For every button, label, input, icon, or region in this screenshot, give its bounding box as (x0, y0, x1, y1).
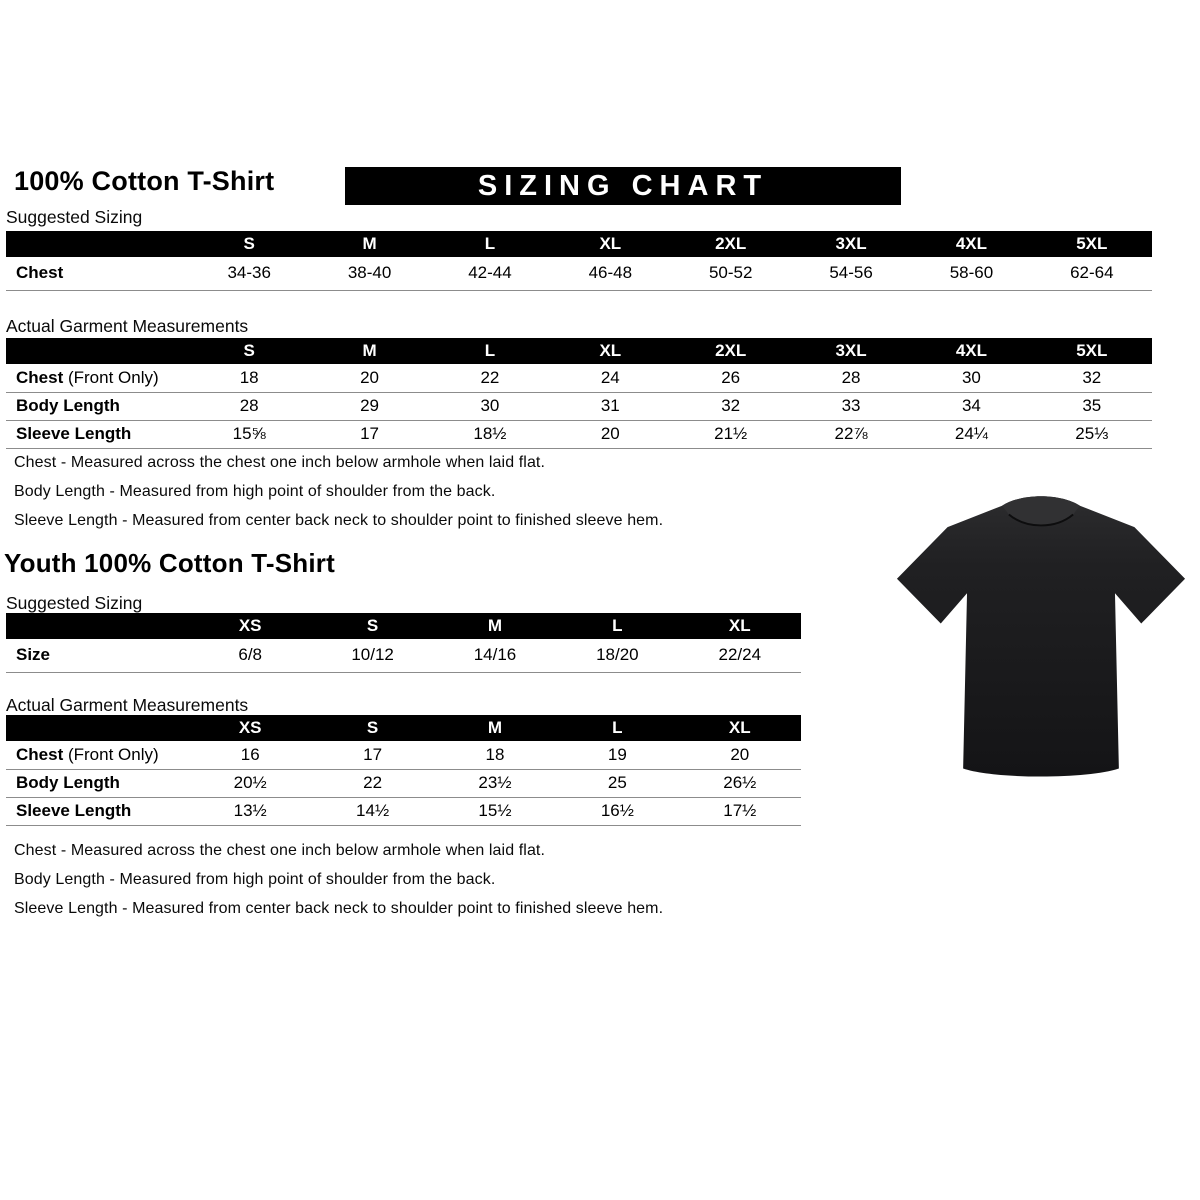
size-column-header: 4XL (911, 231, 1031, 257)
adult-note-sleeve-length: Sleeve Length - Measured from center back neck to shoulder point to finished sleeve hem. (14, 512, 664, 529)
data-cell: 26 (721, 367, 741, 387)
header-row (6, 613, 801, 639)
data-cell: 50-52 (708, 263, 753, 283)
data-cell: 38-40 (347, 263, 392, 283)
size-column-header: 5XL (1032, 231, 1152, 257)
row-label-sub: (Front Only) (63, 744, 159, 764)
data-cell: 18 (485, 744, 505, 764)
data-cell: 28 (239, 396, 259, 415)
row-label: Chest (16, 263, 64, 283)
adult-suggested-sizing-table (6, 231, 1152, 291)
data-cell: 20 (360, 367, 380, 387)
size-column-header: M (309, 338, 429, 364)
size-column-header: 2XL (671, 338, 791, 364)
row-label: Chest (Front Only) (16, 744, 159, 764)
data-cell: 18½ (473, 424, 507, 443)
size-column-header: 3XL (791, 338, 911, 364)
size-column-header: XL (679, 715, 801, 741)
row-label: Size (16, 645, 51, 665)
data-cell: 28 (841, 367, 861, 387)
youth-note-chest: Chest - Measured across the chest one inch below armhole when laid flat. (14, 842, 546, 859)
table-row (6, 639, 801, 672)
size-column-header: S (189, 231, 309, 257)
youth-actual-measurements-label: Actual Garment Measurements (6, 695, 249, 715)
data-cell: 20 (730, 744, 750, 764)
data-cell: 18/20 (596, 645, 639, 665)
data-cell: 19 (607, 744, 627, 764)
data-cell: 14/16 (473, 645, 517, 665)
sizing-chart-banner: SIZING CHART (345, 167, 901, 205)
data-cell: 25⅓ (1075, 424, 1109, 443)
data-cell: 35 (1082, 396, 1102, 415)
adult-suggested-sizing-label: Suggested Sizing (6, 207, 143, 227)
table-row (6, 741, 801, 769)
data-cell: 16½ (600, 801, 634, 820)
header-spacer (6, 715, 189, 741)
header-spacer (6, 231, 189, 257)
data-cell: 17 (360, 424, 380, 443)
size-column-header: 5XL (1032, 338, 1152, 364)
size-column-header: S (311, 715, 433, 741)
data-cell: 25 (607, 773, 627, 792)
row-label: Sleeve Length (16, 801, 132, 820)
youth-note-sleeve-length: Sleeve Length - Measured from center back neck to shoulder point to finished sleeve hem. (14, 900, 664, 917)
youth-suggested-sizing-label: Suggested Sizing (6, 593, 143, 613)
data-cell: 30 (961, 367, 981, 387)
data-cell: 42-44 (468, 263, 512, 283)
data-cell: 20½ (233, 773, 267, 792)
size-column-header: 2XL (671, 231, 791, 257)
size-column-header: L (556, 613, 678, 639)
row-label: Body Length (16, 396, 120, 415)
size-column-header: M (434, 715, 556, 741)
size-column-header: S (311, 613, 433, 639)
size-column-header: XS (189, 613, 311, 639)
data-cell: 24¼ (954, 424, 988, 443)
adult-measurement-notes (14, 454, 854, 541)
data-cell: 32 (721, 396, 741, 415)
size-column-header: S (189, 338, 309, 364)
data-cell: 46-48 (588, 263, 633, 283)
header-spacer (6, 338, 189, 364)
data-cell: 14½ (356, 801, 390, 820)
size-column-header: L (430, 338, 550, 364)
data-cell: 10/12 (351, 645, 394, 665)
data-cell: 17 (363, 744, 383, 764)
youth-section-title: Youth 100% Cotton T-Shirt (4, 548, 335, 578)
data-cell: 22/24 (718, 645, 762, 665)
size-column-header: XL (679, 613, 801, 639)
size-column-header: L (556, 715, 678, 741)
data-cell: 58-60 (949, 263, 994, 283)
youth-actual-measurements-table (6, 715, 801, 826)
data-cell: 62-64 (1070, 263, 1114, 283)
data-cell: 32 (1082, 367, 1102, 387)
size-column-header: XS (189, 715, 311, 741)
tshirt-body (897, 496, 1185, 776)
row-label-sub: (Front Only) (63, 367, 159, 387)
table-row (6, 392, 1152, 420)
data-cell: 29 (360, 396, 380, 415)
size-column-header: 3XL (791, 231, 911, 257)
data-cell: 15⅝ (232, 424, 266, 443)
youth-measurement-notes (14, 842, 854, 929)
data-cell: 16 (240, 744, 260, 764)
header-spacer (6, 613, 189, 639)
data-cell: 34 (961, 396, 981, 415)
youth-suggested-sizing-table (6, 613, 801, 673)
size-column-header: M (434, 613, 556, 639)
data-cell: 18 (239, 367, 259, 387)
data-cell: 26½ (723, 773, 757, 792)
adult-actual-measurements-table (6, 338, 1152, 449)
adult-note-body-length: Body Length - Measured from high point of shoulder from the back. (14, 483, 496, 500)
table-row (6, 420, 1152, 448)
data-cell: 24 (600, 367, 620, 387)
youth-note-body-length: Body Length - Measured from high point of shoulder from the back. (14, 871, 496, 888)
size-column-header: M (309, 231, 429, 257)
data-cell: 15½ (478, 801, 512, 820)
tshirt-graphic (895, 472, 1187, 810)
data-cell: 54-56 (829, 263, 873, 283)
size-column-header: XL (550, 338, 670, 364)
table-row (6, 797, 801, 825)
data-cell: 34-36 (227, 263, 271, 283)
data-cell: 22⅞ (834, 424, 868, 443)
data-cell: 22 (363, 773, 383, 792)
adult-actual-measurements-label: Actual Garment Measurements (6, 316, 249, 336)
tshirt-image (895, 472, 1187, 810)
size-column-header: XL (550, 231, 670, 257)
data-cell: 22 (480, 367, 500, 387)
row-label: Sleeve Length (16, 424, 132, 443)
size-column-header: L (430, 231, 550, 257)
data-cell: 17½ (723, 801, 757, 820)
table-row (6, 364, 1152, 392)
data-cell: 20 (600, 424, 620, 443)
size-column-header: 4XL (911, 338, 1031, 364)
data-cell: 30 (480, 396, 500, 415)
header-row (6, 338, 1152, 364)
row-label: Chest (Front Only) (16, 367, 159, 387)
adult-section-title: 100% Cotton T-Shirt (14, 166, 275, 196)
data-cell: 21½ (714, 424, 748, 443)
adult-note-chest: Chest - Measured across the chest one inch below armhole when laid flat. (14, 454, 546, 471)
header-row (6, 715, 801, 741)
data-cell: 33 (841, 396, 861, 415)
header-row (6, 231, 1152, 257)
data-cell: 6/8 (238, 645, 263, 665)
row-label: Body Length (16, 773, 120, 792)
data-cell: 31 (600, 396, 620, 415)
table-row (6, 769, 801, 797)
data-cell: 13½ (233, 801, 267, 820)
table-row (6, 257, 1152, 290)
data-cell: 23½ (478, 773, 512, 792)
